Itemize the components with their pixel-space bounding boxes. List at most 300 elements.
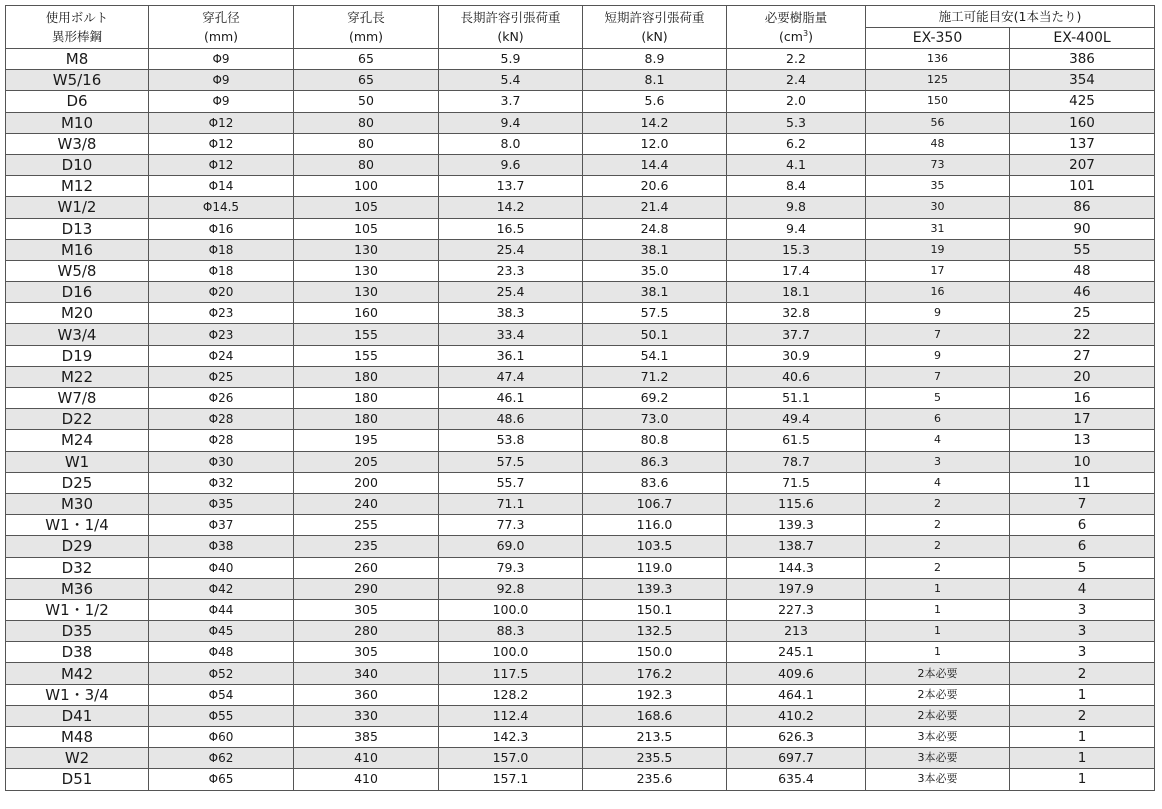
cell-ex400l-count: 386 — [1010, 49, 1155, 70]
cell-resin-amount: 71.5 — [727, 472, 866, 493]
cell-drill-length: 50 — [294, 91, 439, 112]
cell-drill-diameter: Φ60 — [149, 727, 294, 748]
cell-ex400l-count: 1 — [1010, 769, 1155, 790]
cell-ex400l-count: 27 — [1010, 345, 1155, 366]
cell-short-term-load: 150.1 — [583, 599, 727, 620]
cell-drill-diameter: Φ28 — [149, 430, 294, 451]
cell-short-term-load: 86.3 — [583, 451, 727, 472]
cell-bolt: D22 — [6, 409, 149, 430]
cell-bolt: D38 — [6, 642, 149, 663]
cell-drill-diameter: Φ48 — [149, 642, 294, 663]
cell-ex350-count: 150 — [866, 91, 1010, 112]
cell-drill-length: 180 — [294, 366, 439, 387]
cell-long-term-load: 48.6 — [439, 409, 583, 430]
cell-resin-amount: 635.4 — [727, 769, 866, 790]
cell-resin-amount: 15.3 — [727, 239, 866, 260]
cell-ex400l-count: 55 — [1010, 239, 1155, 260]
cell-ex400l-count: 16 — [1010, 388, 1155, 409]
header-drill-diameter-line1: 穿孔径 — [202, 10, 240, 25]
cell-bolt: D6 — [6, 91, 149, 112]
header-resin-unit-post: ) — [808, 29, 813, 44]
cell-drill-length: 80 — [294, 112, 439, 133]
cell-drill-length: 160 — [294, 303, 439, 324]
cell-bolt: M10 — [6, 112, 149, 133]
cell-resin-amount: 197.9 — [727, 578, 866, 599]
cell-drill-diameter: Φ62 — [149, 748, 294, 769]
cell-long-term-load: 100.0 — [439, 642, 583, 663]
cell-drill-diameter: Φ26 — [149, 388, 294, 409]
header-short-term-load-line1: 短期許容引張荷重 — [604, 10, 705, 25]
cell-ex400l-count: 6 — [1010, 515, 1155, 536]
cell-bolt: M16 — [6, 239, 149, 260]
cell-drill-diameter: Φ16 — [149, 218, 294, 239]
cell-long-term-load: 5.4 — [439, 70, 583, 91]
table-row — [6, 239, 1155, 260]
cell-drill-length: 105 — [294, 197, 439, 218]
cell-short-term-load: 54.1 — [583, 345, 727, 366]
cell-ex350-count: 73 — [866, 154, 1010, 175]
cell-bolt: M42 — [6, 663, 149, 684]
cell-ex400l-count: 10 — [1010, 451, 1155, 472]
cell-bolt: M20 — [6, 303, 149, 324]
cell-drill-diameter: Φ35 — [149, 493, 294, 514]
table-row — [6, 345, 1155, 366]
cell-drill-diameter: Φ44 — [149, 599, 294, 620]
cell-drill-length: 80 — [294, 133, 439, 154]
cell-ex350-count: 5 — [866, 388, 1010, 409]
cell-long-term-load: 33.4 — [439, 324, 583, 345]
cell-resin-amount: 32.8 — [727, 303, 866, 324]
cell-ex350-count: 17 — [866, 260, 1010, 281]
cell-ex350-count: 56 — [866, 112, 1010, 133]
cell-short-term-load: 69.2 — [583, 388, 727, 409]
table-row — [6, 727, 1155, 748]
header-long-term-load — [439, 6, 583, 49]
cell-ex400l-count: 2 — [1010, 663, 1155, 684]
table-row — [6, 578, 1155, 599]
cell-resin-amount: 78.7 — [727, 451, 866, 472]
cell-long-term-load: 157.0 — [439, 748, 583, 769]
cell-ex350-count: 2本必要 — [866, 705, 1010, 726]
table-row — [6, 70, 1155, 91]
cell-long-term-load: 13.7 — [439, 176, 583, 197]
cell-drill-length: 240 — [294, 493, 439, 514]
cell-ex400l-count: 90 — [1010, 218, 1155, 239]
cell-drill-length: 195 — [294, 430, 439, 451]
cell-ex400l-count: 25 — [1010, 303, 1155, 324]
header-construction-estimate: 施工可能目安(1本当たり) — [866, 6, 1155, 28]
table-row — [6, 493, 1155, 514]
cell-drill-length: 130 — [294, 239, 439, 260]
cell-ex350-count: 2 — [866, 536, 1010, 557]
cell-resin-amount: 464.1 — [727, 684, 866, 705]
cell-bolt: W7/8 — [6, 388, 149, 409]
cell-resin-amount: 227.3 — [727, 599, 866, 620]
header-ex400l: EX-400L — [1010, 28, 1155, 49]
cell-long-term-load: 16.5 — [439, 218, 583, 239]
cell-ex400l-count: 1 — [1010, 684, 1155, 705]
cell-ex350-count: 4 — [866, 430, 1010, 451]
cell-ex400l-count: 207 — [1010, 154, 1155, 175]
cell-resin-amount: 49.4 — [727, 409, 866, 430]
cell-ex400l-count: 20 — [1010, 366, 1155, 387]
cell-short-term-load: 192.3 — [583, 684, 727, 705]
cell-long-term-load: 8.0 — [439, 133, 583, 154]
cell-drill-length: 155 — [294, 324, 439, 345]
cell-long-term-load: 128.2 — [439, 684, 583, 705]
header-drill-length — [294, 6, 439, 49]
cell-drill-length: 130 — [294, 260, 439, 281]
cell-ex350-count: 125 — [866, 70, 1010, 91]
header-bolt-line2: 異形棒鋼 — [51, 29, 102, 44]
cell-drill-length: 65 — [294, 49, 439, 70]
cell-drill-diameter: Φ25 — [149, 366, 294, 387]
cell-resin-amount: 144.3 — [727, 557, 866, 578]
cell-ex350-count: 3本必要 — [866, 748, 1010, 769]
header-drill-diameter — [149, 6, 294, 49]
cell-resin-amount: 2.0 — [727, 91, 866, 112]
cell-drill-length: 180 — [294, 388, 439, 409]
cell-drill-diameter: Φ12 — [149, 133, 294, 154]
cell-drill-length: 80 — [294, 154, 439, 175]
cell-long-term-load: 142.3 — [439, 727, 583, 748]
cell-resin-amount: 9.4 — [727, 218, 866, 239]
cell-drill-diameter: Φ42 — [149, 578, 294, 599]
cell-resin-amount: 8.4 — [727, 176, 866, 197]
cell-short-term-load: 213.5 — [583, 727, 727, 748]
cell-bolt: M12 — [6, 176, 149, 197]
cell-bolt: M8 — [6, 49, 149, 70]
cell-bolt: M24 — [6, 430, 149, 451]
cell-drill-diameter: Φ23 — [149, 324, 294, 345]
cell-ex350-count: 3本必要 — [866, 727, 1010, 748]
cell-ex400l-count: 3 — [1010, 599, 1155, 620]
cell-ex400l-count: 11 — [1010, 472, 1155, 493]
cell-ex350-count: 2本必要 — [866, 684, 1010, 705]
table-row — [6, 769, 1155, 790]
cell-ex400l-count: 22 — [1010, 324, 1155, 345]
cell-drill-diameter: Φ32 — [149, 472, 294, 493]
cell-drill-diameter: Φ14.5 — [149, 197, 294, 218]
cell-drill-length: 360 — [294, 684, 439, 705]
cell-short-term-load: 14.4 — [583, 154, 727, 175]
cell-short-term-load: 5.6 — [583, 91, 727, 112]
cell-ex350-count: 1 — [866, 621, 1010, 642]
cell-long-term-load: 36.1 — [439, 345, 583, 366]
cell-bolt: W1・1/2 — [6, 599, 149, 620]
cell-long-term-load: 100.0 — [439, 599, 583, 620]
table-row — [6, 282, 1155, 303]
table-row — [6, 536, 1155, 557]
cell-ex350-count: 31 — [866, 218, 1010, 239]
cell-resin-amount: 697.7 — [727, 748, 866, 769]
table-row — [6, 621, 1155, 642]
cell-ex400l-count: 6 — [1010, 536, 1155, 557]
cell-resin-amount: 245.1 — [727, 642, 866, 663]
cell-short-term-load: 14.2 — [583, 112, 727, 133]
header-drill-diameter-line2: (mm) — [203, 29, 239, 44]
cell-ex400l-count: 1 — [1010, 727, 1155, 748]
header-long-term-load-line2: (kN) — [497, 29, 524, 44]
cell-long-term-load: 77.3 — [439, 515, 583, 536]
cell-resin-amount: 4.1 — [727, 154, 866, 175]
cell-long-term-load: 92.8 — [439, 578, 583, 599]
cell-ex400l-count: 86 — [1010, 197, 1155, 218]
cell-ex400l-count: 4 — [1010, 578, 1155, 599]
table-row — [6, 197, 1155, 218]
cell-long-term-load: 69.0 — [439, 536, 583, 557]
cell-bolt: W5/8 — [6, 260, 149, 281]
cell-resin-amount: 51.1 — [727, 388, 866, 409]
cell-resin-amount: 213 — [727, 621, 866, 642]
table-row — [6, 176, 1155, 197]
cell-bolt: D32 — [6, 557, 149, 578]
cell-drill-length: 155 — [294, 345, 439, 366]
cell-drill-diameter: Φ24 — [149, 345, 294, 366]
cell-ex350-count: 48 — [866, 133, 1010, 154]
cell-ex400l-count: 101 — [1010, 176, 1155, 197]
cell-long-term-load: 112.4 — [439, 705, 583, 726]
cell-drill-length: 180 — [294, 409, 439, 430]
table-row — [6, 599, 1155, 620]
cell-drill-diameter: Φ65 — [149, 769, 294, 790]
cell-drill-diameter: Φ52 — [149, 663, 294, 684]
cell-resin-amount: 30.9 — [727, 345, 866, 366]
table-row — [6, 705, 1155, 726]
cell-ex350-count: 7 — [866, 366, 1010, 387]
cell-drill-diameter: Φ12 — [149, 154, 294, 175]
cell-short-term-load: 57.5 — [583, 303, 727, 324]
cell-bolt: W1 — [6, 451, 149, 472]
cell-long-term-load: 25.4 — [439, 282, 583, 303]
cell-ex350-count: 2 — [866, 515, 1010, 536]
cell-short-term-load: 83.6 — [583, 472, 727, 493]
cell-drill-diameter: Φ54 — [149, 684, 294, 705]
table-row — [6, 409, 1155, 430]
cell-ex400l-count: 354 — [1010, 70, 1155, 91]
cell-resin-amount: 138.7 — [727, 536, 866, 557]
cell-resin-amount: 409.6 — [727, 663, 866, 684]
cell-drill-length: 260 — [294, 557, 439, 578]
cell-long-term-load: 3.7 — [439, 91, 583, 112]
cell-drill-length: 305 — [294, 642, 439, 663]
cell-bolt: W2 — [6, 748, 149, 769]
cell-ex350-count: 136 — [866, 49, 1010, 70]
cell-bolt: D29 — [6, 536, 149, 557]
cell-short-term-load: 150.0 — [583, 642, 727, 663]
cell-resin-amount: 40.6 — [727, 366, 866, 387]
header-resin-unit-sup: 3 — [802, 28, 809, 38]
cell-long-term-load: 79.3 — [439, 557, 583, 578]
cell-short-term-load: 21.4 — [583, 197, 727, 218]
header-resin-amount — [727, 6, 866, 49]
cell-drill-length: 205 — [294, 451, 439, 472]
table-row — [6, 366, 1155, 387]
cell-drill-diameter: Φ9 — [149, 70, 294, 91]
cell-ex400l-count: 2 — [1010, 705, 1155, 726]
cell-long-term-load: 47.4 — [439, 366, 583, 387]
cell-resin-amount: 626.3 — [727, 727, 866, 748]
cell-ex400l-count: 3 — [1010, 621, 1155, 642]
cell-ex400l-count: 1 — [1010, 748, 1155, 769]
cell-long-term-load: 14.2 — [439, 197, 583, 218]
cell-ex400l-count: 5 — [1010, 557, 1155, 578]
cell-ex400l-count: 137 — [1010, 133, 1155, 154]
cell-drill-length: 305 — [294, 599, 439, 620]
cell-drill-length: 410 — [294, 769, 439, 790]
cell-ex350-count: 9 — [866, 345, 1010, 366]
cell-short-term-load: 35.0 — [583, 260, 727, 281]
cell-bolt: W1・1/4 — [6, 515, 149, 536]
table-row — [6, 748, 1155, 769]
cell-bolt: D13 — [6, 218, 149, 239]
cell-long-term-load: 25.4 — [439, 239, 583, 260]
cell-ex350-count: 7 — [866, 324, 1010, 345]
cell-short-term-load: 71.2 — [583, 366, 727, 387]
cell-resin-amount: 17.4 — [727, 260, 866, 281]
cell-ex350-count: 6 — [866, 409, 1010, 430]
cell-drill-diameter: Φ18 — [149, 239, 294, 260]
cell-resin-amount: 6.2 — [727, 133, 866, 154]
cell-bolt: W1/2 — [6, 197, 149, 218]
cell-drill-diameter: Φ37 — [149, 515, 294, 536]
cell-bolt: D19 — [6, 345, 149, 366]
cell-drill-diameter: Φ30 — [149, 451, 294, 472]
cell-drill-length: 130 — [294, 282, 439, 303]
cell-short-term-load: 50.1 — [583, 324, 727, 345]
cell-long-term-load: 71.1 — [439, 493, 583, 514]
cell-bolt: D41 — [6, 705, 149, 726]
table-row — [6, 684, 1155, 705]
cell-bolt: W3/8 — [6, 133, 149, 154]
cell-short-term-load: 73.0 — [583, 409, 727, 430]
cell-drill-length: 200 — [294, 472, 439, 493]
cell-drill-length: 385 — [294, 727, 439, 748]
cell-bolt: M36 — [6, 578, 149, 599]
cell-drill-diameter: Φ40 — [149, 557, 294, 578]
cell-ex400l-count: 17 — [1010, 409, 1155, 430]
cell-drill-diameter: Φ45 — [149, 621, 294, 642]
cell-short-term-load: 235.6 — [583, 769, 727, 790]
cell-bolt: M30 — [6, 493, 149, 514]
table-body — [6, 49, 1155, 791]
cell-resin-amount: 9.8 — [727, 197, 866, 218]
cell-bolt: D35 — [6, 621, 149, 642]
cell-bolt: D25 — [6, 472, 149, 493]
cell-drill-diameter: Φ20 — [149, 282, 294, 303]
cell-bolt: D10 — [6, 154, 149, 175]
cell-long-term-load: 23.3 — [439, 260, 583, 281]
cell-short-term-load: 132.5 — [583, 621, 727, 642]
cell-long-term-load: 46.1 — [439, 388, 583, 409]
table-row — [6, 154, 1155, 175]
cell-short-term-load: 24.8 — [583, 218, 727, 239]
cell-long-term-load: 5.9 — [439, 49, 583, 70]
cell-ex350-count: 16 — [866, 282, 1010, 303]
cell-ex350-count: 1 — [866, 642, 1010, 663]
cell-long-term-load: 57.5 — [439, 451, 583, 472]
cell-ex400l-count: 48 — [1010, 260, 1155, 281]
cell-resin-amount: 18.1 — [727, 282, 866, 303]
cell-long-term-load: 88.3 — [439, 621, 583, 642]
cell-ex350-count: 2本必要 — [866, 663, 1010, 684]
table-row — [6, 388, 1155, 409]
cell-drill-length: 65 — [294, 70, 439, 91]
header-ex350: EX-350 — [866, 28, 1010, 49]
cell-ex400l-count: 425 — [1010, 91, 1155, 112]
cell-ex400l-count: 3 — [1010, 642, 1155, 663]
cell-ex400l-count: 7 — [1010, 493, 1155, 514]
cell-short-term-load: 106.7 — [583, 493, 727, 514]
cell-ex350-count: 2 — [866, 557, 1010, 578]
table-row — [6, 303, 1155, 324]
header-bolt — [6, 6, 149, 49]
cell-drill-diameter: Φ18 — [149, 260, 294, 281]
cell-drill-length: 340 — [294, 663, 439, 684]
cell-ex400l-count: 160 — [1010, 112, 1155, 133]
header-resin-unit-pre: (cm — [779, 29, 803, 44]
cell-drill-diameter: Φ9 — [149, 91, 294, 112]
cell-ex350-count: 3 — [866, 451, 1010, 472]
cell-short-term-load: 235.5 — [583, 748, 727, 769]
cell-ex350-count: 2 — [866, 493, 1010, 514]
cell-drill-length: 235 — [294, 536, 439, 557]
cell-short-term-load: 38.1 — [583, 239, 727, 260]
cell-drill-diameter: Φ9 — [149, 49, 294, 70]
cell-drill-diameter: Φ12 — [149, 112, 294, 133]
cell-resin-amount: 61.5 — [727, 430, 866, 451]
cell-long-term-load: 117.5 — [439, 663, 583, 684]
cell-short-term-load: 80.8 — [583, 430, 727, 451]
cell-bolt: W3/4 — [6, 324, 149, 345]
table-row — [6, 515, 1155, 536]
cell-ex350-count: 35 — [866, 176, 1010, 197]
cell-short-term-load: 20.6 — [583, 176, 727, 197]
header-long-term-load-line1: 長期許容引張荷重 — [460, 10, 561, 25]
cell-ex350-count: 3本必要 — [866, 769, 1010, 790]
cell-resin-amount: 37.7 — [727, 324, 866, 345]
header-resin-amount-unit — [727, 27, 865, 46]
cell-long-term-load: 53.8 — [439, 430, 583, 451]
cell-drill-length: 290 — [294, 578, 439, 599]
cell-short-term-load: 38.1 — [583, 282, 727, 303]
cell-drill-length: 255 — [294, 515, 439, 536]
table-row — [6, 49, 1155, 70]
cell-long-term-load: 157.1 — [439, 769, 583, 790]
header-drill-length-line1: 穿孔長 — [347, 10, 385, 25]
cell-short-term-load: 103.5 — [583, 536, 727, 557]
table-row — [6, 91, 1155, 112]
cell-drill-diameter: Φ28 — [149, 409, 294, 430]
cell-drill-length: 410 — [294, 748, 439, 769]
header-bolt-line1: 使用ボルト — [45, 10, 109, 25]
cell-ex350-count: 30 — [866, 197, 1010, 218]
cell-short-term-load: 168.6 — [583, 705, 727, 726]
cell-ex400l-count: 46 — [1010, 282, 1155, 303]
header-resin-amount-line1: 必要樹脂量 — [764, 10, 828, 25]
cell-ex350-count: 1 — [866, 578, 1010, 599]
header-short-term-load-line2: (kN) — [641, 29, 668, 44]
table-row — [6, 472, 1155, 493]
cell-drill-length: 105 — [294, 218, 439, 239]
table-row — [6, 260, 1155, 281]
cell-drill-diameter: Φ38 — [149, 536, 294, 557]
table-header — [6, 6, 1155, 49]
cell-ex350-count: 4 — [866, 472, 1010, 493]
anchor-spec-table — [5, 5, 1155, 791]
cell-ex400l-count: 13 — [1010, 430, 1155, 451]
cell-long-term-load: 9.6 — [439, 154, 583, 175]
